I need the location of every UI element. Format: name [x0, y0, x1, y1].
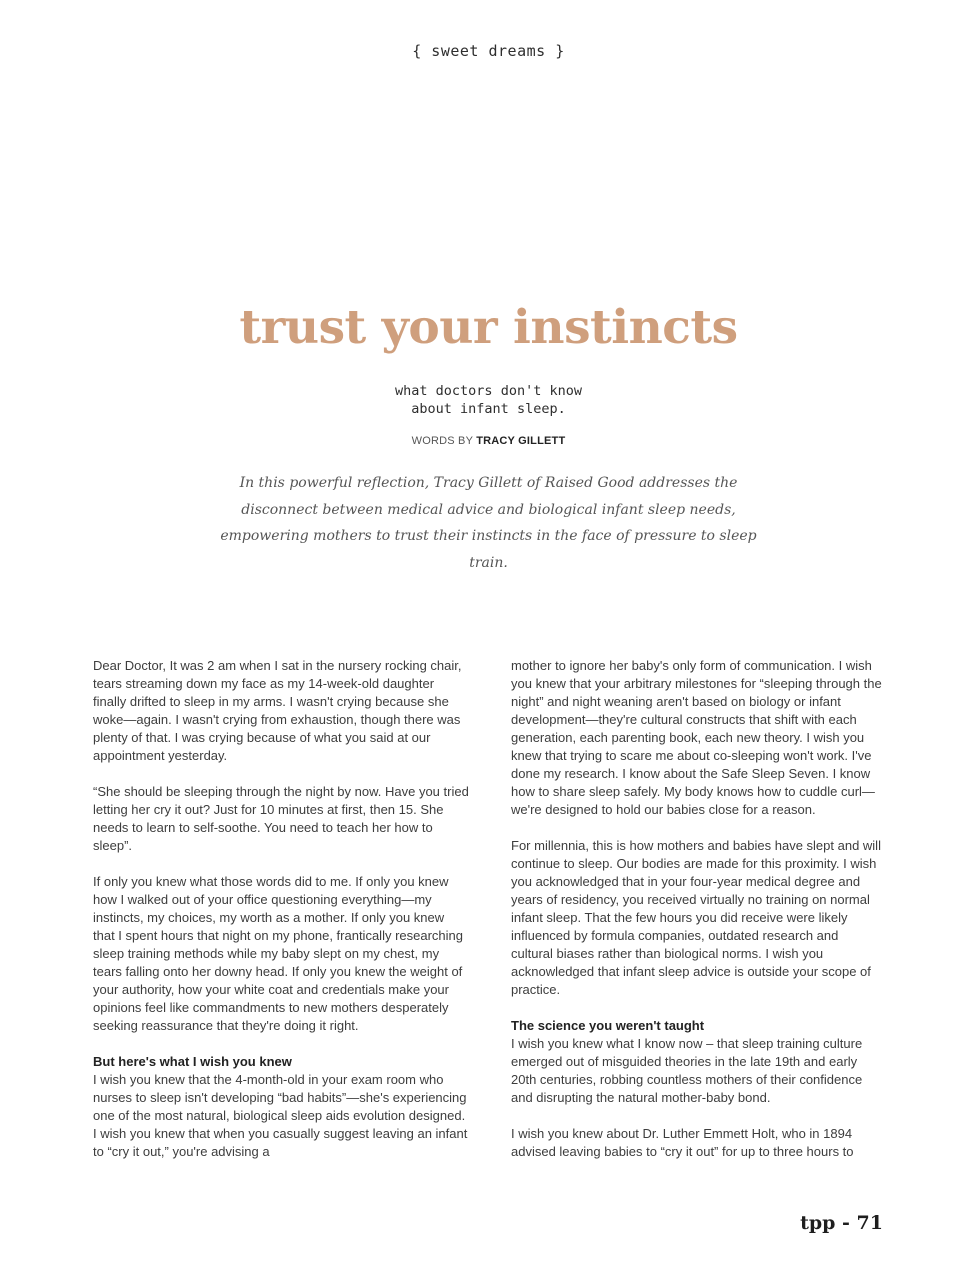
byline	[0, 435, 977, 447]
paragraph: I wish you knew that the 4-month-old in your exam room who nurses to sleep isn't developing “bad habits”—she's experiencing one of the most natural, biological sleep aids evolution designed. I wish you knew that when you casually suggest leaving an infant to “cry it out,” you're advising a	[93, 1072, 468, 1159]
byline-prefix: WORDS BY	[411, 435, 473, 447]
paragraph: mother to ignore her baby's only form of communication. I wish you knew that your arbitrary milestones for “sleeping through the night” and night weaning aren't based on biology or infant development—they're cultural constructs that shift with each generation, each parenting book, each new theory. I wish you knew that trying to scare me about co-sleeping won't work. I've done my research. I know about the Safe Sleep Seven. I know how to share sleep safely. My body knows how to cuddle curl—we're designed to hold our babies close for a reason.	[511, 658, 882, 817]
byline-author: TRACY GILLETT	[476, 435, 566, 447]
section-tag: { sweet dreams }	[412, 42, 565, 60]
subtitle-line-1: what doctors don't know	[395, 383, 582, 399]
left-column	[93, 657, 469, 1179]
article-title: trust your instincts	[239, 300, 738, 355]
paragraph: Dear Doctor, It was 2 am when I sat in the nursery rocking chair, tears streaming down my face as my 14-week-old daughter finally drifted to sleep in my arms. I wasn't crying because she woke—again. I wasn't crying from exhaustion, though there was plenty of that. I was crying because of what you said at our appointment yesterday.	[93, 658, 462, 763]
paragraph: I wish you knew about Dr. Luther Emmett Holt, who in 1894 advised leaving babies to “cry it out” for up to three hours to	[511, 1126, 854, 1159]
subtitle-line-2: about infant sleep.	[411, 401, 566, 417]
intro-standfirst: In this powerful reflection, Tracy Gillett of Raised Good addresses the disconnect between medical advice and biological infant sleep needs, empowering mothers to trust their instincts in the face of pressure to sleep train.	[220, 475, 757, 571]
section-heading: But here's what I wish you knew	[93, 1054, 292, 1069]
paragraph: If only you knew what those words did to me. If only you knew how I walked out of your office questioning everything—my instincts, my choices, my worth as a mother. If only you knew that I spent hours that night on my phone, frantically researching sleep training methods while my baby slept on my chest, my tears falling onto her downy head. If only you knew the weight of your authority, how your white coat and credentials make your opinions feel like commandments to new mothers desperately seeking reassurance that they're doing it right.	[93, 874, 463, 1033]
section-heading: The science you weren't taught	[511, 1018, 705, 1033]
paragraph: I wish you knew what I know now – that sleep training culture emerged out of misguided theories in the late 19th and early 20th centuries, robbing countless mothers of their confidence and disrupting the natural mother-baby bond.	[511, 1036, 863, 1105]
right-column	[511, 657, 883, 1179]
page-number: tpp - 71	[800, 1212, 883, 1234]
paragraph: For millennia, this is how mothers and babies have slept and will continue to sleep. Our bodies are made for this proximity. I wish you acknowledged that in your four-year medical degree and years of residency, you received virtually no training on normal infant sleep. That the few hours you did receive were likely influenced by formula companies, outdated research and cultural biases rather than biological norms. I wish you acknowledged that infant sleep advice is outside your scope of practice.	[511, 838, 881, 997]
article-subtitle	[0, 382, 977, 418]
paragraph: “She should be sleeping through the night by now. Have you tried letting her cry it out? Just for 10 minutes at first, then 15. She needs to learn to self-soothe. You need to teach her how to sleep”.	[93, 784, 469, 853]
